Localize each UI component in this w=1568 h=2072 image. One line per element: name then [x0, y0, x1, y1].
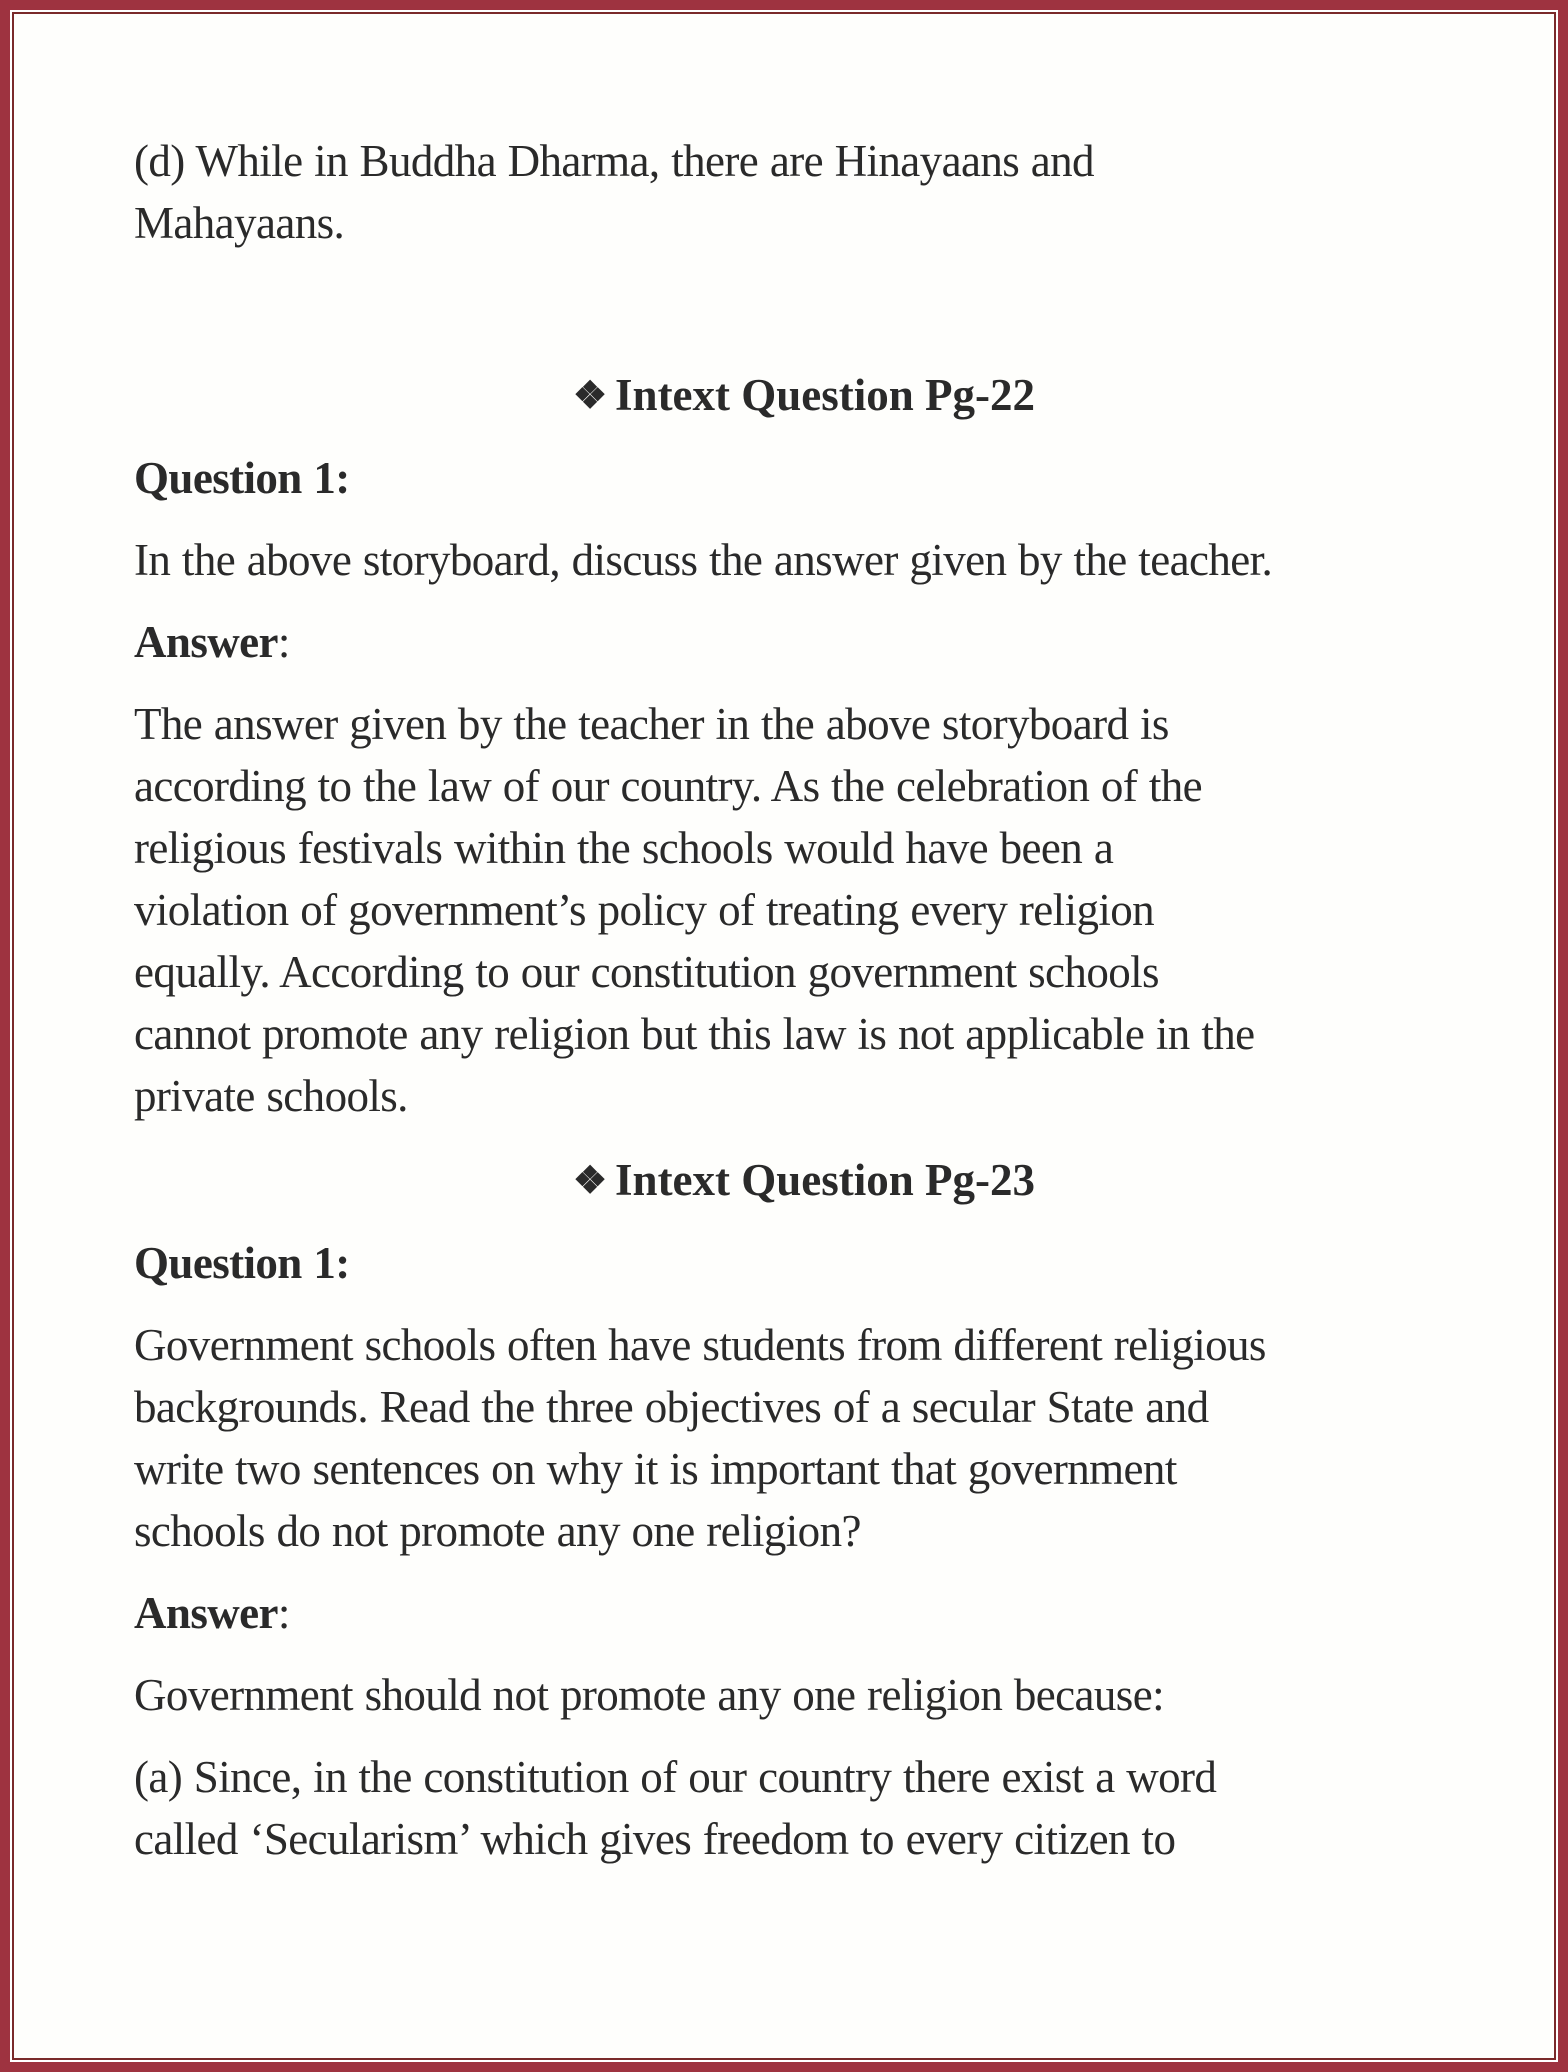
text-line: private schools.: [134, 1071, 408, 1121]
answer-label-line: [134, 1582, 1454, 1644]
text-line: equally. According to our constitution government schools: [134, 947, 1159, 997]
question-text: In the above storyboard, discuss the answer given by the teacher.: [134, 535, 1273, 585]
answer-paragraph: [134, 693, 1454, 1127]
section-heading-text: Intext Question Pg-23: [615, 1155, 1036, 1205]
text-line: violation of government’s policy of treating every religion: [134, 885, 1155, 935]
diamond-bullet-icon: ❖: [572, 1160, 608, 1202]
text-line: write two sentences on why it is important that government: [134, 1444, 1177, 1494]
diamond-bullet-icon: ❖: [572, 375, 608, 417]
answer-label: Answer: [134, 617, 278, 667]
page-content: [134, 130, 1454, 1870]
text-line: (a) Since, in the constitution of our country there exist a word: [134, 1752, 1217, 1802]
text-line: Mahayaans.: [134, 198, 345, 248]
section-heading: [134, 1149, 1454, 1212]
text-line: backgrounds. Read the three objectives of a secular State and: [134, 1382, 1209, 1432]
question-label: Question 1:: [134, 453, 350, 503]
text-line: The answer given by the teacher in the above storyboard is: [134, 699, 1169, 749]
text-line: (d) While in Buddha Dharma, there are Hinayaans and: [134, 136, 1094, 186]
section-heading-text: Intext Question Pg-22: [615, 370, 1036, 420]
answer-intro: Government should not promote any one religion because:: [134, 1670, 1164, 1720]
text-line: cannot promote any religion but this law is not applicable in the: [134, 1009, 1255, 1059]
section-intext-pg23: [134, 1149, 1454, 1870]
answer-colon: :: [277, 1588, 290, 1638]
text-line: called ‘Secularism’ which gives freedom to every citizen to: [134, 1814, 1176, 1864]
answer-paragraph: [134, 1746, 1454, 1870]
text-line: religious festivals within the schools would have been a: [134, 823, 1114, 873]
text-line: schools do not promote any one religion?: [134, 1506, 861, 1556]
section-intext-pg22: [134, 364, 1454, 1127]
question-label: Question 1:: [134, 1238, 350, 1288]
text-line: according to the law of our country. As the celebration of the: [134, 761, 1203, 811]
intro-paragraph: [134, 130, 1454, 254]
question-text: [134, 1314, 1454, 1562]
answer-colon: :: [277, 617, 290, 667]
answer-label-line: [134, 611, 1454, 673]
text-line: Government schools often have students from different religious: [134, 1320, 1266, 1370]
section-heading: [134, 364, 1454, 427]
answer-label: Answer: [134, 1588, 278, 1638]
